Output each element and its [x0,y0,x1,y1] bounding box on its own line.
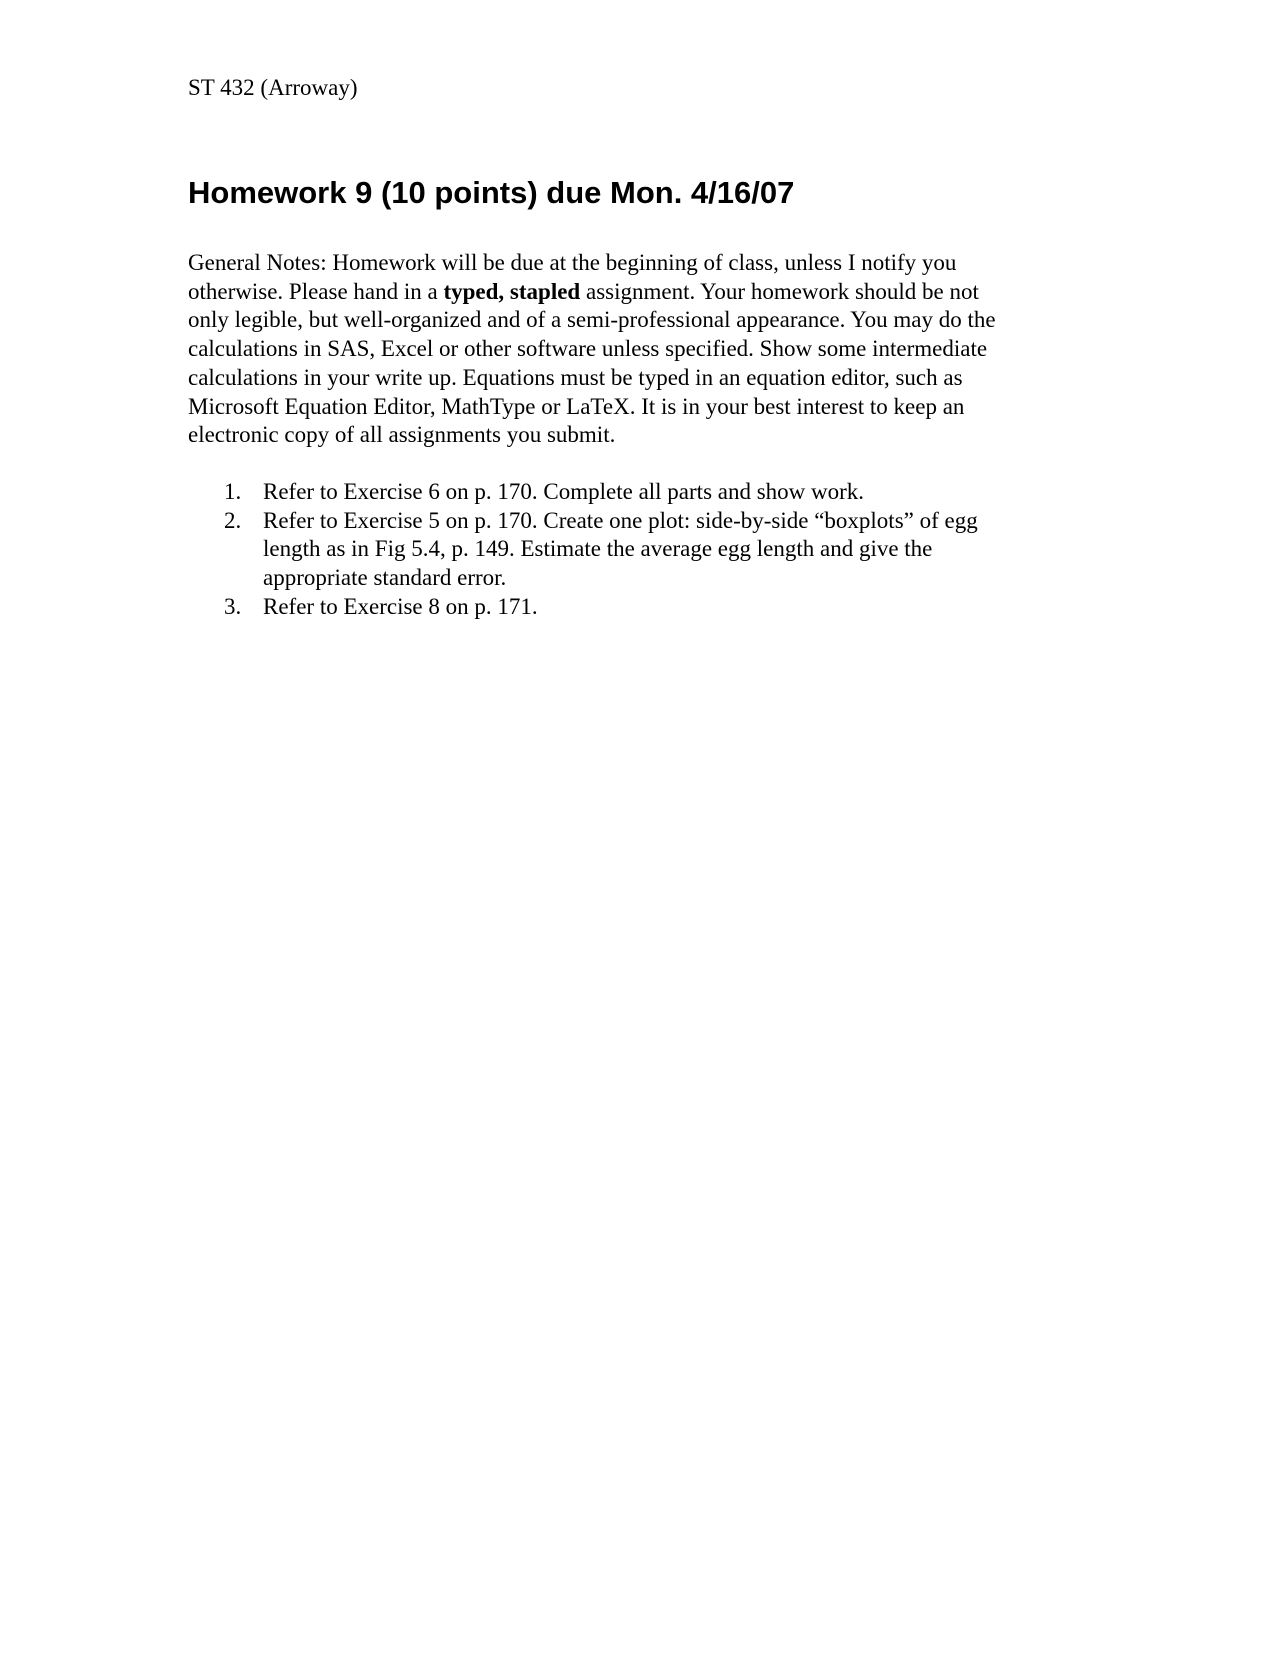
item-number: 1. [224,479,242,504]
list-item [188,507,1088,593]
course-header: ST 432 (Arroway) [188,75,358,100]
notes-line: only legible, but well-organized and of a semi-professional appearance. You may do the [188,307,996,333]
notes-line: Microsoft Equation Editor, MathType or LaTeX. It is in your best interest to keep an [188,393,965,419]
notes-text: assignment. Your homework should be not [580,278,979,304]
notes-bold-text: typed, stapled [443,278,581,304]
item-text: Refer to Exercise 6 on p. 170. Complete all parts and show work. [263,479,865,504]
notes-line: electronic copy of all assignments you submit. [188,422,616,448]
notes-line: General Notes: Homework will be due at the beginning of class, unless I notify you [188,250,957,275]
assignment-list [188,478,1088,622]
item-text: Refer to Exercise 8 on p. 171. [263,593,538,619]
list-item [188,593,1088,622]
general-notes [188,249,1088,450]
item-number: 3. [224,593,242,619]
item-text: appropriate standard error. [263,565,507,591]
item-text: length as in Fig 5.4, p. 149. Estimate the average egg length and give the [263,536,933,562]
item-number: 2. [224,507,242,533]
notes-line: calculations in SAS, Excel or other software unless specified. Show some intermediate [188,336,988,362]
page-title: Homework 9 (10 points) due Mon. 4/16/07 [188,175,795,210]
notes-line [188,278,1088,307]
notes-line: calculations in your write up. Equations must be typed in an equation editor, such as [188,364,963,390]
list-item [188,478,1088,507]
item-text: Refer to Exercise 5 on p. 170. Create one plot: side-by-side “boxplots” of egg [263,507,978,533]
notes-text: otherwise. Please hand in a [188,278,444,304]
